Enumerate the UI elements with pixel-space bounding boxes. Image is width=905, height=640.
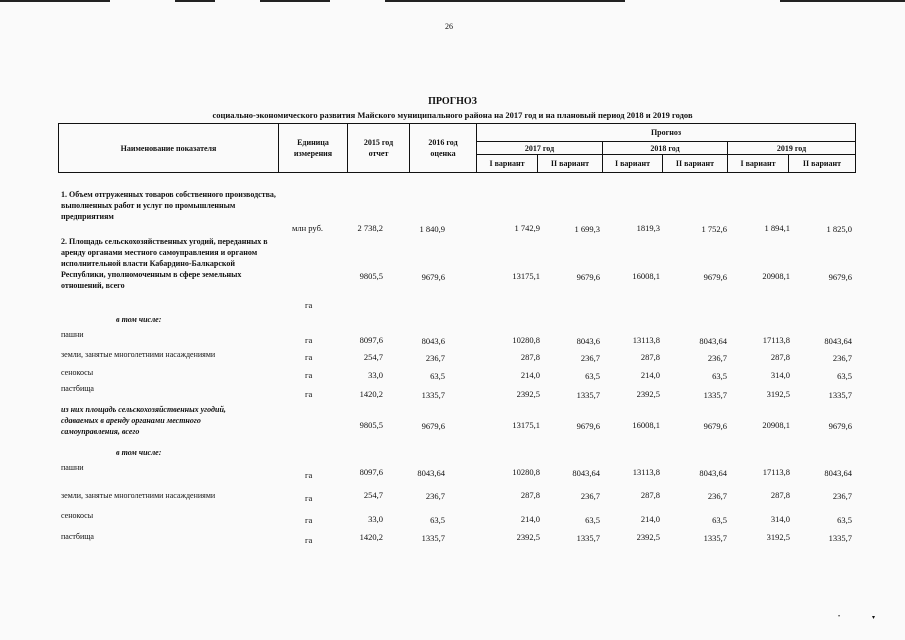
row-value: 2392,5	[636, 532, 660, 542]
scan-edge-line	[0, 0, 110, 2]
row-value: 8043,64	[572, 468, 600, 478]
row-value: 9805,5	[359, 420, 383, 430]
row-value: 16008,1	[632, 420, 660, 430]
row-value: 254,7	[363, 490, 383, 500]
row-value: 236,7	[425, 353, 445, 363]
row-value: 1335,7	[828, 390, 852, 400]
row-value: 63,5	[430, 515, 445, 525]
row-value: 63,5	[712, 515, 727, 525]
row-value: 236,7	[832, 353, 852, 363]
row-value: 1335,7	[421, 533, 445, 543]
row-unit: га	[305, 493, 313, 503]
row-label: 2. Площадь сельскохозяйственных угодий, переданных в аренду органами местного самоуправления и органом исполнительной власти Кабардино-Балкарской Республики, уполномоченным в сфере земельных отношений, всего	[61, 237, 268, 290]
row-unit: млн руб.	[292, 223, 324, 233]
row-unit: га	[305, 352, 313, 362]
row-value: 1335,7	[576, 390, 600, 400]
row-value: 1335,7	[703, 390, 727, 400]
row-label: в том числе:	[116, 315, 162, 324]
row-value: 8043,64	[699, 336, 727, 346]
row-unit: га	[305, 535, 313, 545]
row-value: 9679,6	[576, 421, 600, 431]
row-unit: га	[305, 389, 313, 399]
row-label: сенокосы	[61, 368, 94, 377]
header-2015: 2015 год отчет	[348, 124, 410, 173]
row-value: 236,7	[425, 491, 445, 501]
header-name: Наименование показателя	[59, 124, 279, 173]
row-label: в том числе:	[116, 448, 162, 457]
row-label: пашни	[61, 463, 84, 472]
row-label: 1. Объем отгруженных товаров собственного производства, выполненных работ и услуг по промышленным предприятиям	[61, 190, 276, 221]
row-value: 2392,5	[516, 532, 540, 542]
header-var2: II вариант	[789, 155, 856, 173]
row-value: 8043,64	[699, 468, 727, 478]
header-forecast: Прогноз	[477, 124, 856, 142]
row-value: 63,5	[585, 515, 600, 525]
row-value: 63,5	[585, 371, 600, 381]
row-value: 1335,7	[421, 390, 445, 400]
scan-edge-line	[260, 0, 330, 2]
row-value: 33,0	[368, 370, 383, 380]
row-value: 63,5	[837, 371, 852, 381]
row-label: из них площадь сельскохозяйственных угодий, сдаваемых в аренду органами местного самоуправления, всего	[61, 405, 226, 436]
row-value: 236,7	[707, 491, 727, 501]
row-value: 236,7	[580, 353, 600, 363]
row-value: 214,0	[520, 370, 540, 380]
row-unit: га	[305, 300, 313, 310]
row-value: 8097,6	[359, 467, 383, 477]
row-label: пастбища	[61, 384, 94, 393]
header-var1: I вариант	[603, 155, 663, 173]
row-value: 20908,1	[762, 420, 790, 430]
row-value: 1335,7	[703, 533, 727, 543]
row-value: 214,0	[520, 514, 540, 524]
row-value: 13175,1	[512, 271, 540, 281]
row-value: 214,0	[640, 514, 660, 524]
row-value: 2392,5	[516, 389, 540, 399]
row-label: земли, занятые многолетними насаждениями	[61, 491, 216, 500]
row-label: пашни	[61, 330, 84, 339]
row-value: 8043,64	[824, 336, 852, 346]
row-value: 2 738,2	[357, 223, 383, 233]
header-var2: II вариант	[538, 155, 603, 173]
row-value: 3192,5	[766, 389, 790, 399]
row-value: 9679,6	[421, 272, 445, 282]
scan-edge-line	[780, 0, 905, 2]
table-header	[58, 123, 856, 173]
header-2019: 2019 год	[728, 142, 856, 155]
row-value: 1420,2	[359, 532, 383, 542]
row-value: 2392,5	[636, 389, 660, 399]
row-value: 1420,2	[359, 389, 383, 399]
row-value: 236,7	[707, 353, 727, 363]
row-value: 1 825,0	[826, 224, 852, 234]
row-value: 8043,6	[576, 336, 600, 346]
header-var1: I вариант	[477, 155, 538, 173]
row-unit: га	[305, 470, 313, 480]
row-value: 63,5	[430, 371, 445, 381]
scan-dot: •	[838, 614, 841, 620]
document-subtitle: социально-экономического развития Майского муниципального района на 2017 год и на плановый период 2018 и 2019 годов	[212, 110, 693, 120]
page-number: 26	[445, 22, 453, 31]
row-value: 314,0	[770, 514, 790, 524]
row-value: 236,7	[580, 491, 600, 501]
document-title: ПРОГНОЗ	[428, 96, 477, 107]
row-value: 3192,5	[766, 532, 790, 542]
row-value: 287,8	[520, 352, 540, 362]
row-value: 63,5	[837, 515, 852, 525]
row-value: 1 742,9	[514, 223, 540, 233]
row-value: 287,8	[520, 490, 540, 500]
row-unit: га	[305, 515, 313, 525]
row-value: 287,8	[640, 490, 660, 500]
header-var1: I вариант	[728, 155, 789, 173]
header-2017: 2017 год	[477, 142, 603, 155]
row-label: пастбища	[61, 532, 94, 541]
header-2018: 2018 год	[603, 142, 728, 155]
row-value: 287,8	[640, 352, 660, 362]
row-value: 9679,6	[828, 421, 852, 431]
row-unit: га	[305, 370, 313, 380]
row-value: 1 752,6	[701, 224, 727, 234]
header-var2: II вариант	[663, 155, 728, 173]
row-label: сенокосы	[61, 511, 94, 520]
row-unit: га	[305, 335, 313, 345]
scan-edge-line	[385, 0, 625, 2]
row-value: 17113,8	[762, 335, 790, 345]
row-value: 1335,7	[576, 533, 600, 543]
row-value: 63,5	[712, 371, 727, 381]
header-unit: Единица измерения	[279, 124, 348, 173]
row-label: земли, занятые многолетними насаждениями	[61, 350, 216, 359]
row-value: 1819,3	[636, 223, 660, 233]
row-value: 9679,6	[421, 421, 445, 431]
scan-edge-line	[175, 0, 215, 2]
header-2016: 2016 год оценка	[410, 124, 477, 173]
row-value: 1 699,3	[574, 224, 600, 234]
row-value: 33,0	[368, 514, 383, 524]
row-value: 9805,5	[359, 271, 383, 281]
row-value: 9679,6	[703, 421, 727, 431]
scan-dot: ▾	[872, 615, 876, 621]
row-value: 8043,64	[417, 468, 445, 478]
row-value: 8097,6	[359, 335, 383, 345]
row-value: 10280,8	[512, 467, 540, 477]
row-value: 8043,6	[421, 336, 445, 346]
row-value: 9679,6	[576, 272, 600, 282]
row-value: 287,8	[770, 352, 790, 362]
row-value: 20908,1	[762, 271, 790, 281]
row-value: 17113,8	[762, 467, 790, 477]
row-value: 1 894,1	[764, 223, 790, 233]
row-value: 254,7	[363, 352, 383, 362]
row-value: 287,8	[770, 490, 790, 500]
row-value: 10280,8	[512, 335, 540, 345]
row-value: 8043,64	[824, 468, 852, 478]
row-value: 13113,8	[632, 335, 660, 345]
row-value: 1335,7	[828, 533, 852, 543]
row-value: 1 840,9	[419, 224, 445, 234]
row-value: 214,0	[640, 370, 660, 380]
row-value: 16008,1	[632, 271, 660, 281]
row-value: 236,7	[832, 491, 852, 501]
row-value: 9679,6	[703, 272, 727, 282]
row-value: 13175,1	[512, 420, 540, 430]
row-value: 13113,8	[632, 467, 660, 477]
row-value: 9679,6	[828, 272, 852, 282]
row-value: 314,0	[770, 370, 790, 380]
